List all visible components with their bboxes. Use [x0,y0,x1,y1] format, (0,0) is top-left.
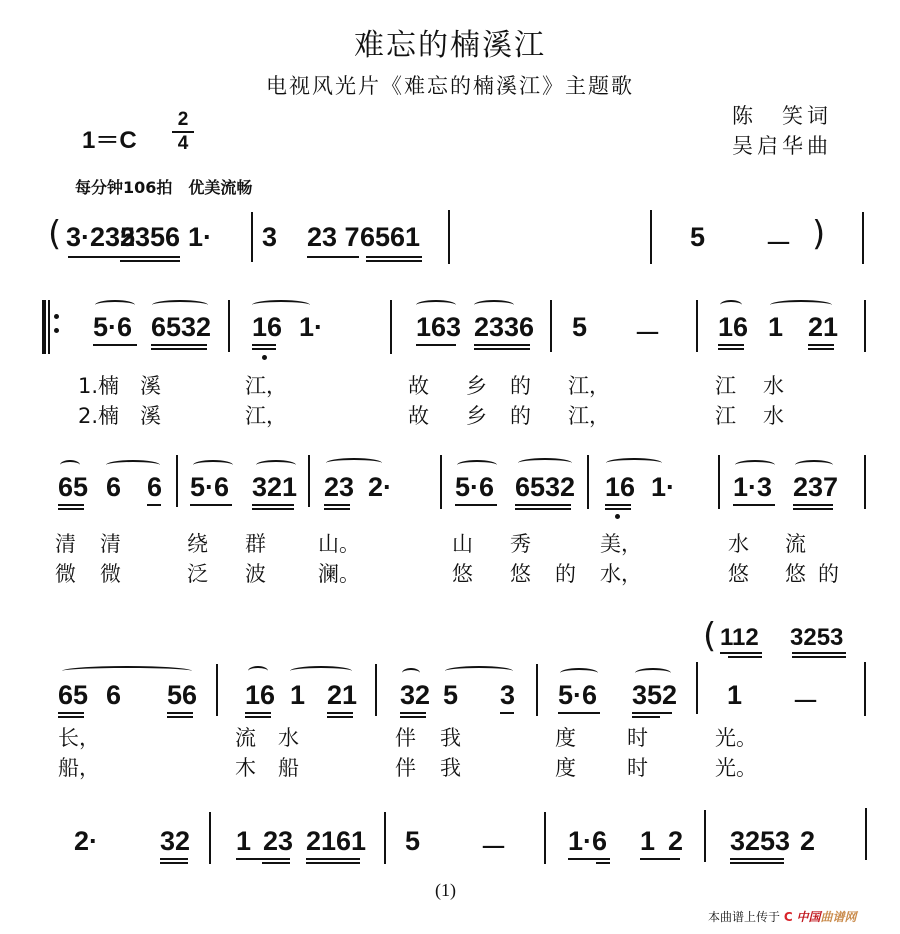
note-group: 1· [651,472,676,502]
repeat-dot [54,314,59,319]
barline [390,300,392,354]
barline [251,212,253,262]
tempo-marking: 每分钟106拍 优美流畅 [75,178,253,197]
barline [216,664,218,716]
underline [93,344,137,346]
rest-dash: － [765,229,792,259]
note-group: 5 [405,826,421,856]
note-group: 56 [167,680,198,710]
note-group: 1·6 [568,826,608,856]
time-signature-numerator: 2 [177,109,189,130]
underline [58,504,84,506]
note-group: 16 [252,312,283,342]
lyric: 溪 [140,404,161,428]
underline [366,256,422,258]
underline [730,862,784,864]
repeat-dot [54,328,59,333]
note-group: 2· [74,826,99,856]
note-group: 6 [147,472,163,502]
lyric: 时 [627,756,648,780]
lyric: 江， [568,404,610,428]
lyric: 我 [440,756,461,780]
site-name-part2: 曲谱网 [820,910,857,924]
lyric: 秀 [510,532,531,556]
underline [327,716,353,718]
slur [474,300,514,310]
underline [718,348,744,350]
note-group: 23 [263,826,294,856]
lyric: 船 [278,756,299,780]
lyric: 群 [245,532,266,556]
underline [58,508,84,510]
lyric: 光。 [715,756,757,780]
note-group: 6532 [151,312,212,342]
lyric: 船， [58,756,100,780]
underline [632,712,672,714]
lyric: 悠 [728,562,749,586]
note-group: 1· [188,222,213,252]
lyric: 木 [235,756,256,780]
lyric: 度 [555,756,576,780]
underline [632,716,660,718]
slur [735,460,775,470]
underline [515,508,571,510]
lyric: 我 [440,726,461,750]
slur [62,666,192,676]
repeat-start-barline [42,300,46,354]
barline [536,664,538,716]
lyric: 2.楠 [78,404,120,428]
underline [147,504,161,506]
slur [606,458,662,468]
lyric: 故 [408,374,429,398]
lyric: 清 [55,532,76,556]
slur [457,460,497,470]
slur [402,668,420,678]
slur [106,460,160,470]
lyric: 微 [55,562,76,586]
underline [68,256,122,258]
lyric: 伴 [395,756,416,780]
lyric: 江， [568,374,610,398]
note-group: 321 [252,472,298,502]
lyric: 流 [235,726,256,750]
slur [795,460,833,470]
repeat-start-barline [48,300,50,354]
barline [704,810,706,862]
underline [400,712,426,714]
underline [793,504,833,506]
lyric: 悠 [510,562,531,586]
underline [718,344,744,346]
underline [400,716,426,718]
lyric: 水 [278,726,299,750]
note-group: 6561 [360,222,421,252]
note-group: 3 [262,222,278,252]
barline [384,812,386,864]
underline [720,652,762,654]
lower-octave-dot [615,514,620,519]
barline [864,662,866,716]
lyric: 波 [245,562,266,586]
barline [696,300,698,352]
barline [448,210,450,264]
barline [587,455,589,509]
lyric: 光。 [715,726,757,750]
note-group: 5·6 [558,680,598,710]
lyric: 美， [600,532,642,556]
underline [455,504,497,506]
underline [605,508,631,510]
lyric: 山。 [318,532,360,556]
rest-dash: － [792,687,819,717]
lyric: 微 [100,562,121,586]
underline [558,712,600,714]
note-group: 16 [245,680,276,710]
time-signature-denominator: 4 [177,133,189,154]
page-number: (1) [435,880,456,900]
slur [720,300,742,310]
note-group: 352 [632,680,678,710]
underline [474,348,530,350]
lyric: 度 [555,726,576,750]
lyric: 泛 [187,562,208,586]
underline [252,348,276,350]
lyric: 水 [763,374,784,398]
lyric: 1.楠 [78,374,120,398]
slur [152,300,208,310]
lyric: 水， [600,562,642,586]
slur [326,458,382,468]
underline [792,652,846,654]
note-group: 6 [106,680,122,710]
barline [375,664,377,716]
slur [248,666,268,676]
note-group: 3·235 [66,222,136,252]
lyric: 澜。 [318,562,360,586]
underline [728,656,762,658]
note-group: 3253 [790,624,844,651]
rest-dash: － [480,833,507,863]
underline [568,858,610,860]
note-group: 3 [500,680,516,710]
underline [306,858,360,860]
time-signature [172,110,194,154]
barline [550,300,552,352]
note-group: 23 7 [307,222,360,252]
lyric: 的 [555,562,576,586]
underline [605,504,631,506]
underline [252,508,294,510]
lyric: 流 [785,532,806,556]
note-group: 1 [290,680,306,710]
underline [730,858,784,860]
underline [245,716,271,718]
lyric: 江 [715,404,736,428]
composer-credit: 吴启华曲 [732,134,832,158]
site-logo-icon: C [783,910,793,924]
note-group: 65 [58,680,89,710]
note-group: 112 [720,624,759,651]
lyric: 水 [763,404,784,428]
barline [865,808,867,860]
underline [151,344,207,346]
note-group: 5·6 [455,472,495,502]
note-group: 2 [800,826,816,856]
note-group: 32 [400,680,431,710]
underline [151,348,207,350]
note-group: 5·6 [93,312,133,342]
note-group: 1·3 [733,472,773,502]
note-group: 2161 [306,826,367,856]
note-group: 2356 [120,222,181,252]
underline [58,712,84,714]
underline [793,508,833,510]
note-group: 237 [793,472,839,502]
note-group: 6532 [515,472,576,502]
barline [696,662,698,714]
site-name-part1: 中国 [796,910,821,924]
slur [770,300,832,310]
lyric: 长， [58,726,100,750]
lyric: 溪 [140,374,161,398]
key-signature: 1＝C [82,127,137,154]
lyric: 绕 [187,532,208,556]
upload-attribution [708,908,857,925]
underline [515,504,571,506]
underline [327,712,353,714]
note-group: 23 [324,472,355,502]
barline [209,812,211,864]
note-group: 2336 [474,312,535,342]
underline [324,508,350,510]
slur [193,460,233,470]
slur [635,668,671,678]
underline [190,504,232,506]
barline [862,212,864,264]
underline [252,504,294,506]
note-group: 65 [58,472,89,502]
slur [416,300,456,310]
rest-dash: － [634,319,661,349]
note-group: 1· [299,312,324,342]
underline [252,344,276,346]
underline [307,256,359,258]
slur [560,668,598,678]
underline [474,344,530,346]
underline [416,344,456,346]
note-group: 16 [605,472,636,502]
note-group: 21 [327,680,358,710]
lyric: 的 [510,374,531,398]
barline [228,300,230,352]
underline [167,716,193,718]
note-group: 5 [443,680,459,710]
barline [864,300,866,352]
underline [58,716,84,718]
open-paren: ( [703,616,717,656]
barline [544,812,546,864]
note-group: 163 [416,312,462,342]
underline [640,858,680,860]
underline [245,712,271,714]
barline [308,455,310,507]
barline [650,210,652,264]
close-paren: ) [812,214,826,254]
slur [445,666,513,676]
slur [518,458,572,468]
underline [596,862,610,864]
underline [733,504,775,506]
lyric: 的 [818,562,839,586]
note-group: 1 [768,312,784,342]
underline [366,260,422,262]
note-group: 5 [572,312,588,342]
barline [864,455,866,509]
slur [290,666,352,676]
lyric: 乡 [466,404,487,428]
slur [256,460,296,470]
underline [500,712,514,714]
song-subtitle: 电视风光片《难忘的楠溪江》主题歌 [266,74,634,98]
note-group: 5 [690,222,706,252]
slur [252,300,310,310]
note-group: 1 [640,826,656,856]
lyric: 江， [245,374,287,398]
underline [262,862,290,864]
lyric: 江， [245,404,287,428]
underline [808,348,834,350]
note-group: 16 [718,312,749,342]
note-group: 3253 [730,826,791,856]
lyricist-credit: 陈 笑词 [732,104,832,128]
lyric: 伴 [395,726,416,750]
underline [236,858,290,860]
note-group: 32 [160,826,191,856]
lyric: 江 [715,374,736,398]
open-paren: ( [48,214,62,254]
underline [160,858,188,860]
note-group: 6 [106,472,122,502]
lyric: 乡 [466,374,487,398]
lyric: 悠 [452,562,473,586]
note-group: 5·6 [190,472,230,502]
underline [808,344,834,346]
barline [176,455,178,507]
barline [718,455,720,509]
lyric: 水 [728,532,749,556]
lyric: 山 [452,532,473,556]
underline [792,656,846,658]
note-group: 2· [368,472,393,502]
barline [440,455,442,509]
lower-octave-dot [262,355,267,360]
lyric: 清 [100,532,121,556]
slur [95,300,135,310]
song-title: 难忘的楠溪江 [354,28,546,63]
underline [120,256,180,258]
lyric: 故 [408,404,429,428]
underline [120,260,180,262]
lyric: 时 [627,726,648,750]
note-group: 21 [808,312,839,342]
slur [60,460,80,470]
note-group: 1 [727,680,743,710]
underline [160,862,188,864]
note-group: 2 [668,826,684,856]
lyric: 悠 [785,562,806,586]
upload-note: 本曲谱上传于 [708,910,781,924]
lyric: 的 [510,404,531,428]
underline [324,504,350,506]
note-group: 1 [236,826,252,856]
underline [167,712,193,714]
underline [306,862,360,864]
